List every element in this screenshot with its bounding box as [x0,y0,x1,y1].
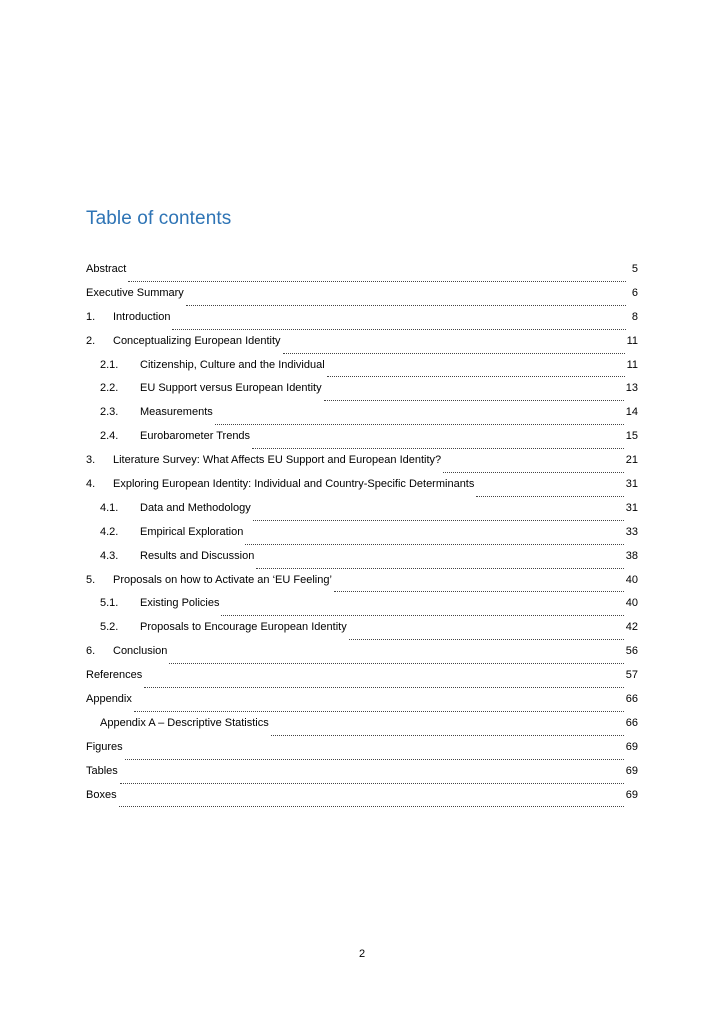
toc-entry-title: Conclusion [113,645,168,658]
toc-entry-number: 4.3. [100,549,119,562]
toc-entry-title: Introduction [113,310,171,323]
toc-entry[interactable] [86,262,638,286]
toc-entry-page: 57 [625,669,638,682]
toc-entry-title: Literature Survey: What Affects EU Support and European Identity? [113,454,442,467]
toc-entry[interactable] [86,286,638,310]
toc-entry-title: Appendix [86,693,132,706]
toc-entry[interactable] [86,620,638,644]
toc-entry-page: 69 [625,764,638,777]
toc-list [86,262,638,811]
toc-entry-number: 4.1. [100,501,119,514]
toc-entry-page: 11 [626,334,638,347]
toc-entry-page: 6 [631,286,638,299]
toc-entry-title: Proposals to Encourage European Identity [140,621,347,634]
toc-dot-leader [443,471,624,473]
toc-entry-page: 40 [625,573,638,586]
toc-entry-number: 2.4. [100,430,119,443]
toc-entry-number: 2.2. [100,382,119,395]
toc-dot-leader [253,519,624,521]
toc-entry[interactable] [86,358,638,382]
toc-entry-page: 40 [625,597,638,610]
toc-entry-title: Exploring European Identity: Individual and Country-Specific Determinants [113,478,475,491]
toc-entry-title: Proposals on how to Activate an ‘EU Feeling’ [113,573,332,586]
toc-entry-page: 21 [625,454,638,467]
toc-entry-title: Conceptualizing European Identity [113,334,281,347]
toc-entry-page: 56 [625,645,638,658]
toc-dot-leader [327,375,625,377]
toc-dot-leader [128,280,626,282]
toc-entry[interactable] [86,381,638,405]
toc-dot-leader [125,758,624,760]
toc-entry-page: 11 [626,358,638,371]
toc-entry[interactable] [86,477,638,501]
toc-entry-page: 42 [625,621,638,634]
toc-entry-title: Figures [86,740,123,753]
toc-entry-title: Abstract [86,263,127,275]
toc-entry-number: 2.1. [100,358,119,371]
toc-entry-number: 5.2. [100,621,119,634]
toc-entry[interactable] [86,405,638,429]
toc-entry-page: 69 [625,740,638,753]
toc-entry-page: 38 [625,549,638,562]
toc-dot-leader [186,304,626,306]
toc-entry-number: 4. [86,478,96,491]
toc-entry[interactable] [86,740,638,764]
toc-dot-leader [169,662,623,664]
toc-dot-leader [256,567,623,569]
toc-entry-title: Data and Methodology [140,501,251,514]
toc-entry-title: Executive Summary [86,286,184,299]
toc-entry-title: Existing Policies [140,597,220,610]
toc-entry[interactable] [86,310,638,334]
page-number: 2 [358,948,366,960]
toc-entry[interactable] [86,668,638,692]
toc-entry[interactable] [86,549,638,573]
toc-entry[interactable] [86,573,638,597]
toc-entry-title: Measurements [140,406,213,419]
toc-entry-title: EU Support versus European Identity [140,382,322,395]
toc-entry-number: 2. [86,334,96,347]
toc-dot-leader [144,686,623,688]
toc-entry[interactable] [86,429,638,453]
toc-entry-page: 13 [625,382,638,395]
toc-entry-title: Boxes [86,788,117,801]
toc-entry-title: Results and Discussion [140,549,255,562]
toc-entry[interactable] [86,334,638,358]
toc-dot-leader [349,638,624,640]
toc-entry[interactable] [86,525,638,549]
toc-dot-leader [134,710,624,712]
toc-dot-leader [252,447,624,449]
toc-entry-title: Citizenship, Culture and the Individual [140,358,325,371]
toc-dot-leader [271,734,624,736]
toc-entry-number: 2.3. [100,406,119,419]
toc-entry-page: 66 [625,693,638,706]
toc-dot-leader [119,805,624,807]
toc-entry-number: 3. [86,454,96,467]
toc-entry-number: 6. [86,645,96,658]
toc-dot-leader [172,328,626,330]
toc-heading: Table of contents [86,208,232,229]
toc-dot-leader [283,352,625,354]
toc-entry[interactable] [86,716,638,740]
toc-entry-title: References [86,669,143,682]
toc-entry[interactable] [86,692,638,716]
toc-entry-page: 8 [631,310,638,323]
toc-entry-page: 69 [625,788,638,801]
toc-entry[interactable] [86,788,638,812]
toc-entry-title: Eurobarometer Trends [140,430,251,443]
toc-dot-leader [476,495,623,497]
toc-entry[interactable] [86,644,638,668]
toc-entry-page: 66 [625,716,638,729]
toc-entry-number: 5.1. [100,597,119,610]
toc-entry[interactable] [86,453,638,477]
toc-dot-leader [221,614,623,616]
toc-dot-leader [215,423,624,425]
toc-entry[interactable] [86,596,638,620]
toc-entry-title: Appendix A – Descriptive Statistics [100,716,269,729]
toc-entry-number: 5. [86,573,96,586]
toc-entry-page: 33 [625,525,638,538]
toc-entry-page: 5 [631,263,638,275]
toc-entry-page: 15 [625,430,638,443]
toc-dot-leader [120,782,624,784]
toc-dot-leader [334,590,624,592]
toc-entry-page: 31 [625,478,638,491]
toc-entry[interactable] [86,501,638,525]
toc-entry[interactable] [86,764,638,788]
toc-entry-page: 31 [625,501,638,514]
toc-entry-number: 1. [86,310,96,323]
toc-entry-title: Empirical Exploration [140,525,244,538]
toc-dot-leader [245,543,623,545]
toc-entry-title: Tables [86,764,118,777]
toc-dot-leader [324,399,624,401]
toc-entry-number: 4.2. [100,525,119,538]
toc-entry-page: 14 [625,406,638,419]
